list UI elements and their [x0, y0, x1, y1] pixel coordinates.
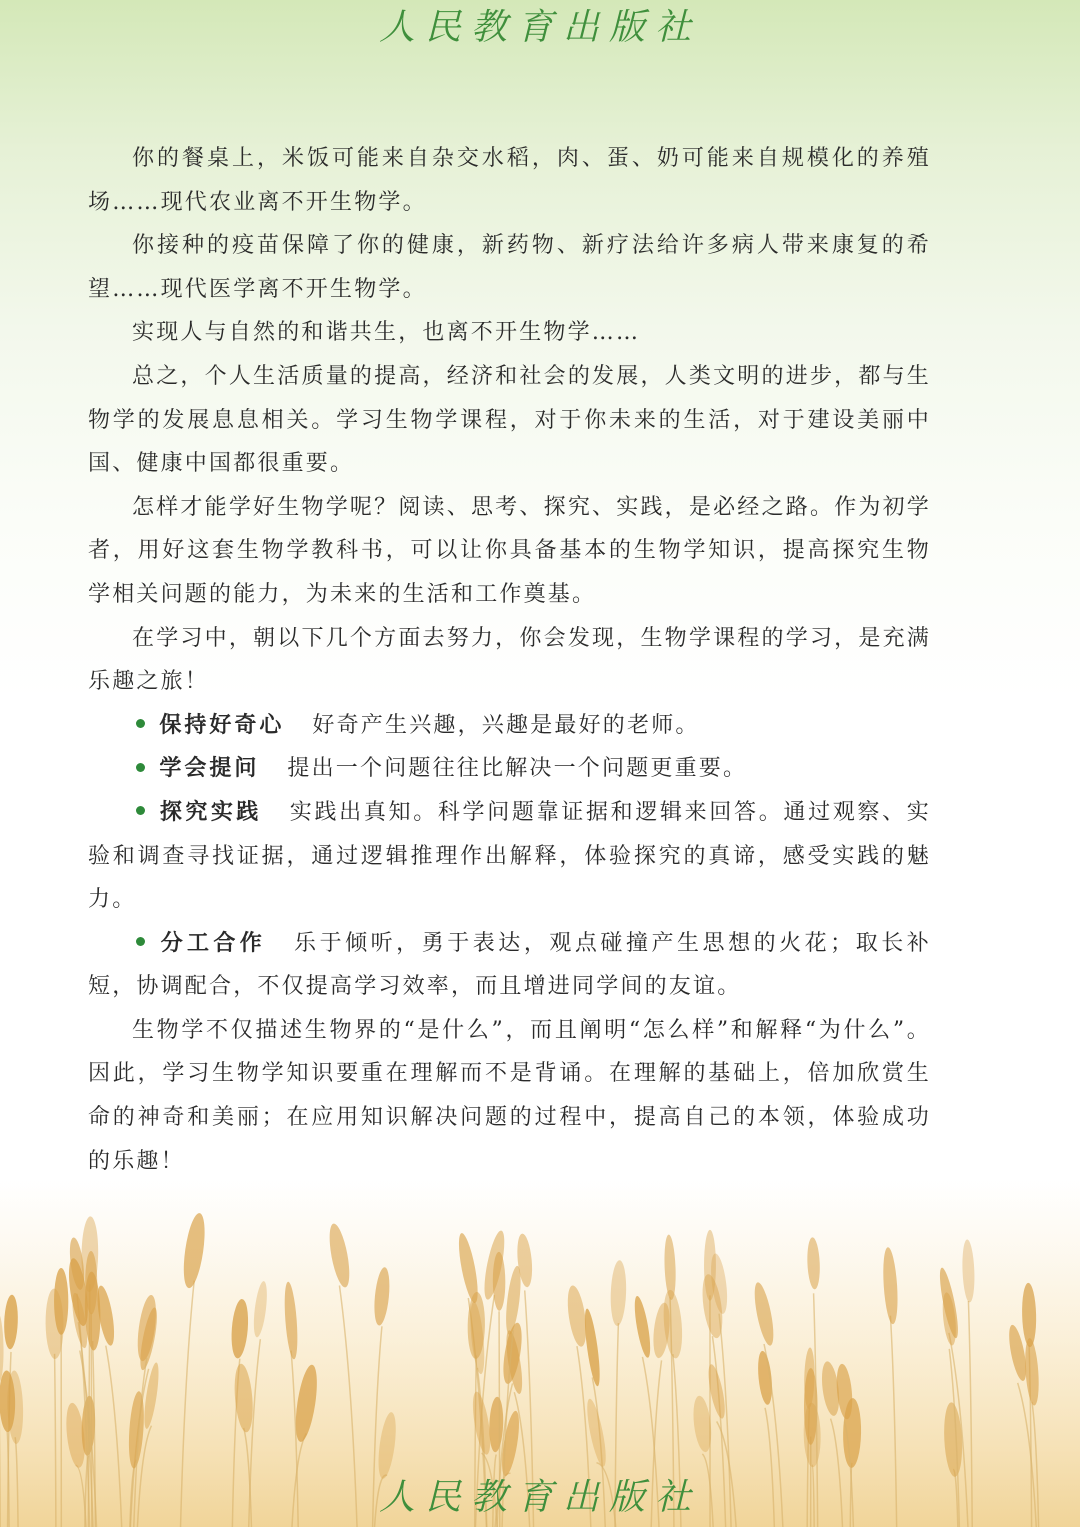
bullet-text: 好奇产生兴趣，兴趣是最好的老师。 — [312, 712, 700, 738]
publisher-logo-top: 人民教育出版社 — [378, 7, 701, 48]
bullet-text: 实践出真知。科学问题靠证据和逻辑来回答。通过观察、实验和调查寻找证据，通过逻辑推理作出解释，体验探究的真谛，感受实践的魅力。 — [88, 799, 931, 913]
bullet-text: 提出一个问题往往比解决一个问题更重要。 — [287, 756, 748, 782]
bullet-text: 乐于倾听，勇于表达，观点碰撞产生思想的火花；取长补短，协调配合，不仅提高学习效率，而且增进同学间的友谊。 — [88, 930, 931, 1000]
paragraph: 你的餐桌上，米饭可能来自杂交水稻，肉、蛋、奶可能来自规模化的养殖场……现代农业离不开生物学。 — [88, 146, 931, 215]
bullet-dot-icon — [136, 763, 145, 772]
bullet-term: 保持好奇心 — [159, 711, 285, 738]
paragraph: 怎样才能学好生物学呢？阅读、思考、探究、实践，是必经之路。作为初学者，用好这套生物学教科书，可以让你具备基本的生物学知识，提高探究生物学相关问题的能力，为未来的生活和工作奠基。 — [88, 494, 931, 607]
bullet-item — [88, 704, 931, 748]
bullet-item — [88, 747, 931, 791]
bullet-term: 学会提问 — [159, 755, 260, 782]
bullet-dot-icon — [136, 806, 145, 815]
bullet-item — [88, 922, 931, 1009]
bullet-dot-icon — [136, 719, 145, 728]
paragraph: 你接种的疫苗保障了你的健康，新药物、新疗法给许多病人带来康复的希望……现代医学离不开生物学。 — [88, 233, 931, 302]
bullet-dot-icon — [136, 937, 145, 946]
bullet-term: 探究实践 — [159, 798, 262, 825]
preface-text — [88, 137, 931, 1183]
closing-paragraph: 生物学不仅描述生物界的“是什么”，而且阐明“怎么样”和解释“为什么”。因此，学习生物学知识要重在理解而不是背诵。在理解的基础上，倍加欣赏生命的神奇和美丽；在应用知识解决问题的过程中，提高自己的本领，体验成功的乐趣！ — [88, 1017, 931, 1174]
bullet-term: 分工合作 — [159, 929, 267, 956]
paragraph: 实现人与自然的和谐共生，也离不开生物学…… — [132, 320, 641, 346]
wheat-field-illustration — [0, 1180, 1080, 1527]
publisher-logo-bottom: 人民教育出版社 — [378, 1477, 701, 1518]
paragraph: 总之，个人生活质量的提高，经济和社会的发展，人类文明的进步，都与生物学的发展息息相关。学习生物学课程，对于你未来的生活，对于建设美丽中国、健康中国都很重要。 — [88, 363, 931, 477]
paragraph: 在学习中，朝以下几个方面去努力，你会发现，生物学课程的学习，是充满乐趣之旅！ — [88, 625, 931, 695]
bullet-item — [88, 791, 931, 922]
